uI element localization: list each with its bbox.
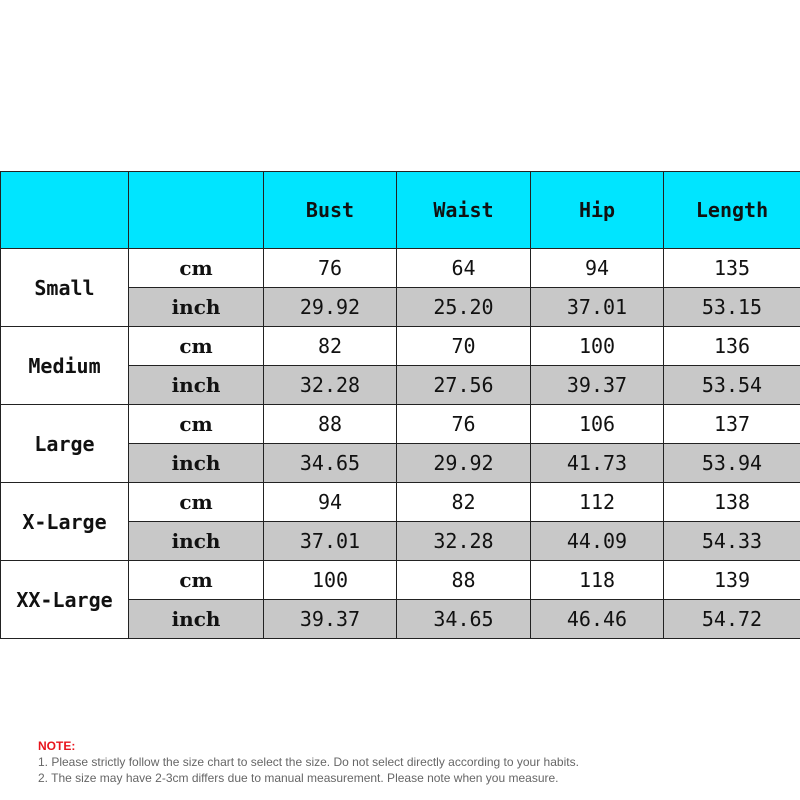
unit-label-inch: inch [129, 288, 264, 327]
value-cell: 53.15 [664, 288, 800, 327]
value-cell: 88 [397, 561, 531, 600]
value-cell: 137 [664, 405, 800, 444]
table-row-small-cm [1, 249, 800, 288]
value-cell: 94 [264, 483, 397, 522]
value-cell: 53.94 [664, 444, 800, 483]
header-corner-cell [1, 172, 129, 249]
value-cell: 32.28 [397, 522, 531, 561]
value-cell: 94 [531, 249, 664, 288]
value-cell: 88 [264, 405, 397, 444]
size-name-large: Large [1, 405, 129, 483]
value-cell: 41.73 [531, 444, 664, 483]
header-waist: Waist [397, 172, 531, 249]
value-cell: 76 [264, 249, 397, 288]
size-name-small: Small [1, 249, 129, 327]
value-cell: 100 [531, 327, 664, 366]
unit-label-inch: inch [129, 600, 264, 639]
value-cell: 54.33 [664, 522, 800, 561]
value-cell: 136 [664, 327, 800, 366]
header-bust: Bust [264, 172, 397, 249]
table-row-medium-cm [1, 327, 800, 366]
value-cell: 82 [264, 327, 397, 366]
value-cell: 138 [664, 483, 800, 522]
value-cell: 37.01 [531, 288, 664, 327]
value-cell: 44.09 [531, 522, 664, 561]
value-cell: 76 [397, 405, 531, 444]
size-chart-table [0, 171, 800, 639]
note-line-2: 2. The size may have 2-3cm differs due to manual measurement. Please note when you measure. [38, 771, 559, 785]
unit-label-cm: cm [129, 483, 264, 522]
unit-label-inch: inch [129, 366, 264, 405]
value-cell: 25.20 [397, 288, 531, 327]
header-unit-cell [129, 172, 264, 249]
value-cell: 118 [531, 561, 664, 600]
value-cell: 139 [664, 561, 800, 600]
unit-label-cm: cm [129, 561, 264, 600]
value-cell: 64 [397, 249, 531, 288]
unit-label-inch: inch [129, 444, 264, 483]
value-cell: 54.72 [664, 600, 800, 639]
value-cell: 106 [531, 405, 664, 444]
header-length: Length [664, 172, 800, 249]
table-row-x-large-cm [1, 483, 800, 522]
value-cell: 34.65 [264, 444, 397, 483]
value-cell: 37.01 [264, 522, 397, 561]
value-cell: 70 [397, 327, 531, 366]
unit-label-inch: inch [129, 522, 264, 561]
value-cell: 29.92 [264, 288, 397, 327]
notes-section [38, 738, 778, 786]
value-cell: 100 [264, 561, 397, 600]
value-cell: 34.65 [397, 600, 531, 639]
note-line-1: 1. Please strictly follow the size chart to select the size. Do not select directly according to your habits. [38, 755, 579, 769]
table-row-xx-large-cm [1, 561, 800, 600]
value-cell: 39.37 [531, 366, 664, 405]
size-name-x-large: X-Large [1, 483, 129, 561]
table-row-large-cm [1, 405, 800, 444]
value-cell: 112 [531, 483, 664, 522]
value-cell: 32.28 [264, 366, 397, 405]
value-cell: 29.92 [397, 444, 531, 483]
value-cell: 82 [397, 483, 531, 522]
value-cell: 46.46 [531, 600, 664, 639]
size-name-xx-large: XX-Large [1, 561, 129, 639]
unit-label-cm: cm [129, 249, 264, 288]
size-name-medium: Medium [1, 327, 129, 405]
header-hip: Hip [531, 172, 664, 249]
value-cell: 39.37 [264, 600, 397, 639]
unit-label-cm: cm [129, 327, 264, 366]
value-cell: 53.54 [664, 366, 800, 405]
header-row [1, 172, 800, 249]
value-cell: 27.56 [397, 366, 531, 405]
note-title: NOTE: [38, 739, 76, 753]
value-cell: 135 [664, 249, 800, 288]
unit-label-cm: cm [129, 405, 264, 444]
